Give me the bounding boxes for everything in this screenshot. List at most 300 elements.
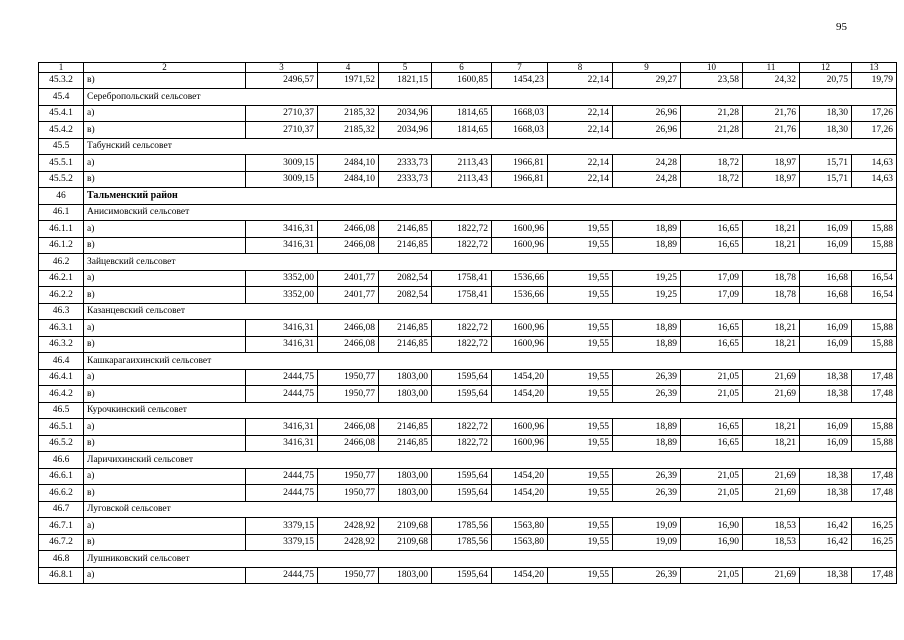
cell-col-7: 1600,96 [492, 336, 548, 353]
cell-col-13: 19,79 [852, 72, 897, 89]
section-row [39, 204, 897, 221]
cell-col-5: 2034,96 [379, 105, 432, 122]
cell-col-10: 17,09 [681, 270, 743, 287]
row-code: 46.6.1 [39, 468, 84, 485]
cell-col-11: 18,21 [743, 237, 800, 254]
table-row [39, 171, 897, 188]
cell-col-11: 21,69 [743, 485, 800, 502]
cell-col-11: 18,78 [743, 287, 800, 304]
cell-col-11: 18,21 [743, 221, 800, 238]
cell-col-13: 15,88 [852, 419, 897, 436]
column-number-12: 12 [800, 63, 852, 73]
cell-col-10: 21,28 [681, 105, 743, 122]
cell-col-8: 22,14 [548, 155, 613, 172]
row-code: 46.3.2 [39, 336, 84, 353]
table-row [39, 336, 897, 353]
row-code: 46.8 [39, 551, 84, 568]
row-code: 46.1 [39, 204, 84, 221]
cell-col-13: 17,48 [852, 386, 897, 403]
cell-col-5: 1803,00 [379, 468, 432, 485]
cell-col-4: 2466,08 [318, 320, 379, 337]
cell-col-8: 22,14 [548, 72, 613, 89]
cell-col-11: 21,69 [743, 369, 800, 386]
cell-col-5: 2146,85 [379, 435, 432, 452]
row-code: 46.6.2 [39, 485, 84, 502]
row-code: 46.7.1 [39, 518, 84, 535]
cell-col-12: 18,30 [800, 122, 852, 139]
cell-col-8: 19,55 [548, 221, 613, 238]
column-number-1: 1 [39, 63, 84, 73]
section-title: Казанцевский сельсовет [84, 303, 897, 320]
cell-col-4: 2466,08 [318, 237, 379, 254]
section-title: Луговской сельсовет [84, 501, 897, 518]
cell-col-5: 2333,73 [379, 155, 432, 172]
cell-col-9: 26,39 [613, 468, 681, 485]
cell-col-9: 19,09 [613, 518, 681, 535]
cell-col-13: 15,88 [852, 237, 897, 254]
cell-col-12: 20,75 [800, 72, 852, 89]
table-row [39, 518, 897, 535]
row-subitem: а) [84, 468, 246, 485]
cell-col-9: 19,09 [613, 534, 681, 551]
cell-col-6: 1758,41 [432, 270, 492, 287]
row-code: 46.4.2 [39, 386, 84, 403]
cell-col-10: 16,90 [681, 534, 743, 551]
section-title: Ларичихинский сельсовет [84, 452, 897, 469]
cell-col-9: 26,39 [613, 369, 681, 386]
cell-col-6: 1595,64 [432, 386, 492, 403]
table-row [39, 485, 897, 502]
cell-col-4: 2185,32 [318, 105, 379, 122]
cell-col-8: 19,55 [548, 435, 613, 452]
table-row [39, 567, 897, 584]
cell-col-3: 2444,75 [246, 468, 318, 485]
cell-col-5: 1803,00 [379, 485, 432, 502]
cell-col-6: 1822,72 [432, 237, 492, 254]
cell-col-8: 19,55 [548, 270, 613, 287]
cell-col-11: 18,21 [743, 320, 800, 337]
row-code: 45.5.1 [39, 155, 84, 172]
cell-col-3: 2710,37 [246, 105, 318, 122]
cell-col-13: 14,63 [852, 155, 897, 172]
cell-col-7: 1563,80 [492, 534, 548, 551]
cell-col-7: 1454,20 [492, 485, 548, 502]
cell-col-4: 2466,08 [318, 221, 379, 238]
cell-col-7: 1454,20 [492, 468, 548, 485]
cell-col-6: 1595,64 [432, 485, 492, 502]
row-code: 46.6 [39, 452, 84, 469]
cell-col-10: 21,05 [681, 369, 743, 386]
cell-col-10: 21,05 [681, 386, 743, 403]
cell-col-3: 3352,00 [246, 270, 318, 287]
cell-col-8: 19,55 [548, 237, 613, 254]
row-subitem: в) [84, 386, 246, 403]
row-subitem: а) [84, 369, 246, 386]
cell-col-11: 18,53 [743, 518, 800, 535]
table-row [39, 105, 897, 122]
row-subitem: а) [84, 320, 246, 337]
cell-col-9: 29,27 [613, 72, 681, 89]
cell-col-9: 24,28 [613, 171, 681, 188]
cell-col-3: 3416,31 [246, 336, 318, 353]
table-row [39, 122, 897, 139]
cell-col-12: 18,38 [800, 369, 852, 386]
cell-col-11: 18,97 [743, 171, 800, 188]
cell-col-3: 3416,31 [246, 435, 318, 452]
cell-col-7: 1600,96 [492, 320, 548, 337]
cell-col-7: 1600,96 [492, 419, 548, 436]
cell-col-5: 1803,00 [379, 567, 432, 584]
cell-col-12: 16,09 [800, 237, 852, 254]
cell-col-6: 1814,65 [432, 122, 492, 139]
cell-col-10: 16,65 [681, 336, 743, 353]
cell-col-8: 19,55 [548, 468, 613, 485]
table-row [39, 468, 897, 485]
cell-col-12: 15,71 [800, 171, 852, 188]
cell-col-13: 16,54 [852, 287, 897, 304]
cell-col-13: 16,25 [852, 534, 897, 551]
cell-col-13: 17,48 [852, 369, 897, 386]
section-title: Кашкарагаихинский сельсовет [84, 353, 897, 370]
cell-col-5: 1821,15 [379, 72, 432, 89]
cell-col-7: 1536,66 [492, 287, 548, 304]
cell-col-6: 1822,72 [432, 221, 492, 238]
row-code: 45.4.1 [39, 105, 84, 122]
row-subitem: в) [84, 336, 246, 353]
cell-col-11: 18,21 [743, 419, 800, 436]
cell-col-11: 24,32 [743, 72, 800, 89]
section-title: Курочкинский сельсовет [84, 402, 897, 419]
cell-col-4: 2484,10 [318, 155, 379, 172]
cell-col-13: 17,48 [852, 567, 897, 584]
row-code: 46.7 [39, 501, 84, 518]
row-code: 46.3 [39, 303, 84, 320]
cell-col-4: 1950,77 [318, 369, 379, 386]
cell-col-10: 21,28 [681, 122, 743, 139]
cell-col-13: 17,26 [852, 105, 897, 122]
cell-col-11: 18,78 [743, 270, 800, 287]
row-subitem: а) [84, 567, 246, 584]
cell-col-4: 1971,52 [318, 72, 379, 89]
table-row [39, 435, 897, 452]
cell-col-9: 18,89 [613, 320, 681, 337]
cell-col-7: 1600,96 [492, 221, 548, 238]
cell-col-10: 16,90 [681, 518, 743, 535]
cell-col-6: 1785,56 [432, 518, 492, 535]
cell-col-3: 2710,37 [246, 122, 318, 139]
cell-col-5: 2082,54 [379, 270, 432, 287]
cell-col-6: 1822,72 [432, 419, 492, 436]
cell-col-5: 2109,68 [379, 518, 432, 535]
cell-col-4: 1950,77 [318, 567, 379, 584]
cell-col-4: 2466,08 [318, 435, 379, 452]
cell-col-3: 2444,75 [246, 485, 318, 502]
cell-col-7: 1600,96 [492, 435, 548, 452]
cell-col-9: 19,25 [613, 270, 681, 287]
cell-col-12: 16,09 [800, 419, 852, 436]
column-number-2: 2 [84, 63, 246, 73]
cell-col-6: 1758,41 [432, 287, 492, 304]
cell-col-3: 3416,31 [246, 419, 318, 436]
cell-col-3: 3352,00 [246, 287, 318, 304]
cell-col-9: 18,89 [613, 336, 681, 353]
column-number-5: 5 [379, 63, 432, 73]
cell-col-9: 26,96 [613, 122, 681, 139]
row-code: 46.1.2 [39, 237, 84, 254]
cell-col-5: 2146,85 [379, 336, 432, 353]
cell-col-10: 18,72 [681, 171, 743, 188]
district-title: Тальменский район [84, 188, 897, 205]
cell-col-5: 1803,00 [379, 386, 432, 403]
cell-col-12: 16,68 [800, 287, 852, 304]
column-number-4: 4 [318, 63, 379, 73]
section-row [39, 402, 897, 419]
cell-col-11: 21,76 [743, 122, 800, 139]
column-number-8: 8 [548, 63, 613, 73]
cell-col-9: 18,89 [613, 419, 681, 436]
row-code: 46.8.1 [39, 567, 84, 584]
cell-col-5: 1803,00 [379, 369, 432, 386]
cell-col-6: 2113,43 [432, 171, 492, 188]
cell-col-11: 18,21 [743, 336, 800, 353]
cell-col-11: 18,21 [743, 435, 800, 452]
section-row [39, 89, 897, 106]
row-code: 46.2.2 [39, 287, 84, 304]
cell-col-11: 21,69 [743, 386, 800, 403]
cell-col-10: 16,65 [681, 435, 743, 452]
cell-col-9: 18,89 [613, 435, 681, 452]
section-row [39, 138, 897, 155]
cell-col-12: 18,38 [800, 386, 852, 403]
cell-col-6: 1595,64 [432, 468, 492, 485]
cell-col-5: 2109,68 [379, 534, 432, 551]
cell-col-9: 26,39 [613, 386, 681, 403]
cell-col-8: 22,14 [548, 122, 613, 139]
cell-col-7: 1454,23 [492, 72, 548, 89]
cell-col-4: 2484,10 [318, 171, 379, 188]
cell-col-8: 19,55 [548, 567, 613, 584]
table-row [39, 534, 897, 551]
row-subitem: в) [84, 237, 246, 254]
district-row [39, 188, 897, 205]
page-number: 95 [836, 21, 847, 33]
row-subitem: а) [84, 221, 246, 238]
cell-col-4: 2185,32 [318, 122, 379, 139]
cell-col-12: 16,09 [800, 336, 852, 353]
table-row [39, 369, 897, 386]
row-subitem: в) [84, 122, 246, 139]
cell-col-13: 16,54 [852, 270, 897, 287]
cell-col-8: 19,55 [548, 534, 613, 551]
cell-col-9: 26,39 [613, 567, 681, 584]
cell-col-12: 18,38 [800, 485, 852, 502]
table-row [39, 72, 897, 89]
cell-col-3: 3416,31 [246, 320, 318, 337]
row-subitem: а) [84, 105, 246, 122]
cell-col-8: 19,55 [548, 287, 613, 304]
cell-col-5: 2034,96 [379, 122, 432, 139]
cell-col-12: 16,42 [800, 518, 852, 535]
section-row [39, 501, 897, 518]
cell-col-13: 15,88 [852, 336, 897, 353]
cell-col-6: 1814,65 [432, 105, 492, 122]
cell-col-9: 19,25 [613, 287, 681, 304]
cell-col-8: 19,55 [548, 518, 613, 535]
cell-col-9: 18,89 [613, 237, 681, 254]
table-row [39, 270, 897, 287]
tariff-table [38, 62, 897, 584]
cell-col-10: 21,05 [681, 567, 743, 584]
row-code: 46.3.1 [39, 320, 84, 337]
row-subitem: в) [84, 534, 246, 551]
row-subitem: а) [84, 270, 246, 287]
section-row [39, 452, 897, 469]
row-code: 45.3.2 [39, 72, 84, 89]
row-code: 45.5 [39, 138, 84, 155]
cell-col-13: 17,48 [852, 485, 897, 502]
row-code: 45.4 [39, 89, 84, 106]
section-title: Зайцевский сельсовет [84, 254, 897, 271]
cell-col-10: 16,65 [681, 221, 743, 238]
cell-col-13: 17,48 [852, 468, 897, 485]
cell-col-5: 2333,73 [379, 171, 432, 188]
cell-col-10: 18,72 [681, 155, 743, 172]
row-subitem: в) [84, 171, 246, 188]
cell-col-11: 21,69 [743, 567, 800, 584]
section-title: Табунский сельсовет [84, 138, 897, 155]
row-code: 45.5.2 [39, 171, 84, 188]
table-row [39, 221, 897, 238]
table-body [39, 63, 897, 584]
cell-col-5: 2146,85 [379, 237, 432, 254]
column-number-3: 3 [246, 63, 318, 73]
column-number-9: 9 [613, 63, 681, 73]
cell-col-3: 2496,57 [246, 72, 318, 89]
cell-col-12: 18,38 [800, 468, 852, 485]
cell-col-11: 18,53 [743, 534, 800, 551]
cell-col-3: 2444,75 [246, 567, 318, 584]
cell-col-8: 19,55 [548, 320, 613, 337]
row-subitem: в) [84, 72, 246, 89]
cell-col-8: 19,55 [548, 485, 613, 502]
section-title: Лушниковский сельсовет [84, 551, 897, 568]
cell-col-6: 1595,64 [432, 567, 492, 584]
cell-col-3: 3009,15 [246, 171, 318, 188]
cell-col-7: 1454,20 [492, 386, 548, 403]
cell-col-4: 2428,92 [318, 518, 379, 535]
cell-col-3: 3379,15 [246, 534, 318, 551]
section-row [39, 303, 897, 320]
cell-col-13: 15,88 [852, 435, 897, 452]
row-subitem: а) [84, 419, 246, 436]
cell-col-10: 16,65 [681, 419, 743, 436]
cell-col-6: 2113,43 [432, 155, 492, 172]
cell-col-4: 2401,77 [318, 270, 379, 287]
cell-col-4: 2466,08 [318, 336, 379, 353]
cell-col-3: 3009,15 [246, 155, 318, 172]
column-number-11: 11 [743, 63, 800, 73]
cell-col-8: 22,14 [548, 171, 613, 188]
row-subitem: а) [84, 155, 246, 172]
cell-col-12: 16,42 [800, 534, 852, 551]
table-row [39, 419, 897, 436]
cell-col-4: 1950,77 [318, 386, 379, 403]
table-row [39, 386, 897, 403]
cell-col-10: 21,05 [681, 485, 743, 502]
cell-col-10: 21,05 [681, 468, 743, 485]
section-title: Анисимовский сельсовет [84, 204, 897, 221]
cell-col-12: 16,68 [800, 270, 852, 287]
cell-col-7: 1454,20 [492, 369, 548, 386]
cell-col-8: 19,55 [548, 369, 613, 386]
cell-col-12: 18,30 [800, 105, 852, 122]
cell-col-7: 1668,03 [492, 122, 548, 139]
cell-col-3: 2444,75 [246, 386, 318, 403]
cell-col-6: 1822,72 [432, 320, 492, 337]
row-subitem: в) [84, 287, 246, 304]
cell-col-3: 3416,31 [246, 221, 318, 238]
column-number-10: 10 [681, 63, 743, 73]
cell-col-7: 1966,81 [492, 171, 548, 188]
row-code: 46.5.2 [39, 435, 84, 452]
cell-col-8: 19,55 [548, 336, 613, 353]
row-code: 46.7.2 [39, 534, 84, 551]
section-row [39, 353, 897, 370]
cell-col-4: 2466,08 [318, 419, 379, 436]
cell-col-5: 2146,85 [379, 419, 432, 436]
cell-col-5: 2146,85 [379, 320, 432, 337]
cell-col-3: 3379,15 [246, 518, 318, 535]
cell-col-10: 16,65 [681, 320, 743, 337]
cell-col-7: 1454,20 [492, 567, 548, 584]
table-row [39, 237, 897, 254]
cell-col-12: 16,09 [800, 320, 852, 337]
table-row [39, 155, 897, 172]
cell-col-5: 2082,54 [379, 287, 432, 304]
section-title: Серебропольский сельсовет [84, 89, 897, 106]
cell-col-10: 16,65 [681, 237, 743, 254]
section-row [39, 254, 897, 271]
row-subitem: а) [84, 518, 246, 535]
cell-col-12: 15,71 [800, 155, 852, 172]
cell-col-4: 2428,92 [318, 534, 379, 551]
table-row [39, 320, 897, 337]
cell-col-5: 2146,85 [379, 221, 432, 238]
cell-col-4: 1950,77 [318, 468, 379, 485]
column-number-row [39, 63, 897, 73]
cell-col-10: 23,58 [681, 72, 743, 89]
row-code: 46.2.1 [39, 270, 84, 287]
cell-col-12: 16,09 [800, 221, 852, 238]
row-code: 46.2 [39, 254, 84, 271]
cell-col-11: 18,97 [743, 155, 800, 172]
row-subitem: в) [84, 435, 246, 452]
section-row [39, 551, 897, 568]
cell-col-10: 17,09 [681, 287, 743, 304]
cell-col-7: 1668,03 [492, 105, 548, 122]
cell-col-12: 16,09 [800, 435, 852, 452]
cell-col-13: 14,63 [852, 171, 897, 188]
cell-col-6: 1595,64 [432, 369, 492, 386]
row-code: 46.1.1 [39, 221, 84, 238]
cell-col-11: 21,69 [743, 468, 800, 485]
cell-col-3: 3416,31 [246, 237, 318, 254]
column-number-6: 6 [432, 63, 492, 73]
cell-col-13: 17,26 [852, 122, 897, 139]
cell-col-6: 1822,72 [432, 336, 492, 353]
cell-col-13: 15,88 [852, 221, 897, 238]
row-code: 45.4.2 [39, 122, 84, 139]
